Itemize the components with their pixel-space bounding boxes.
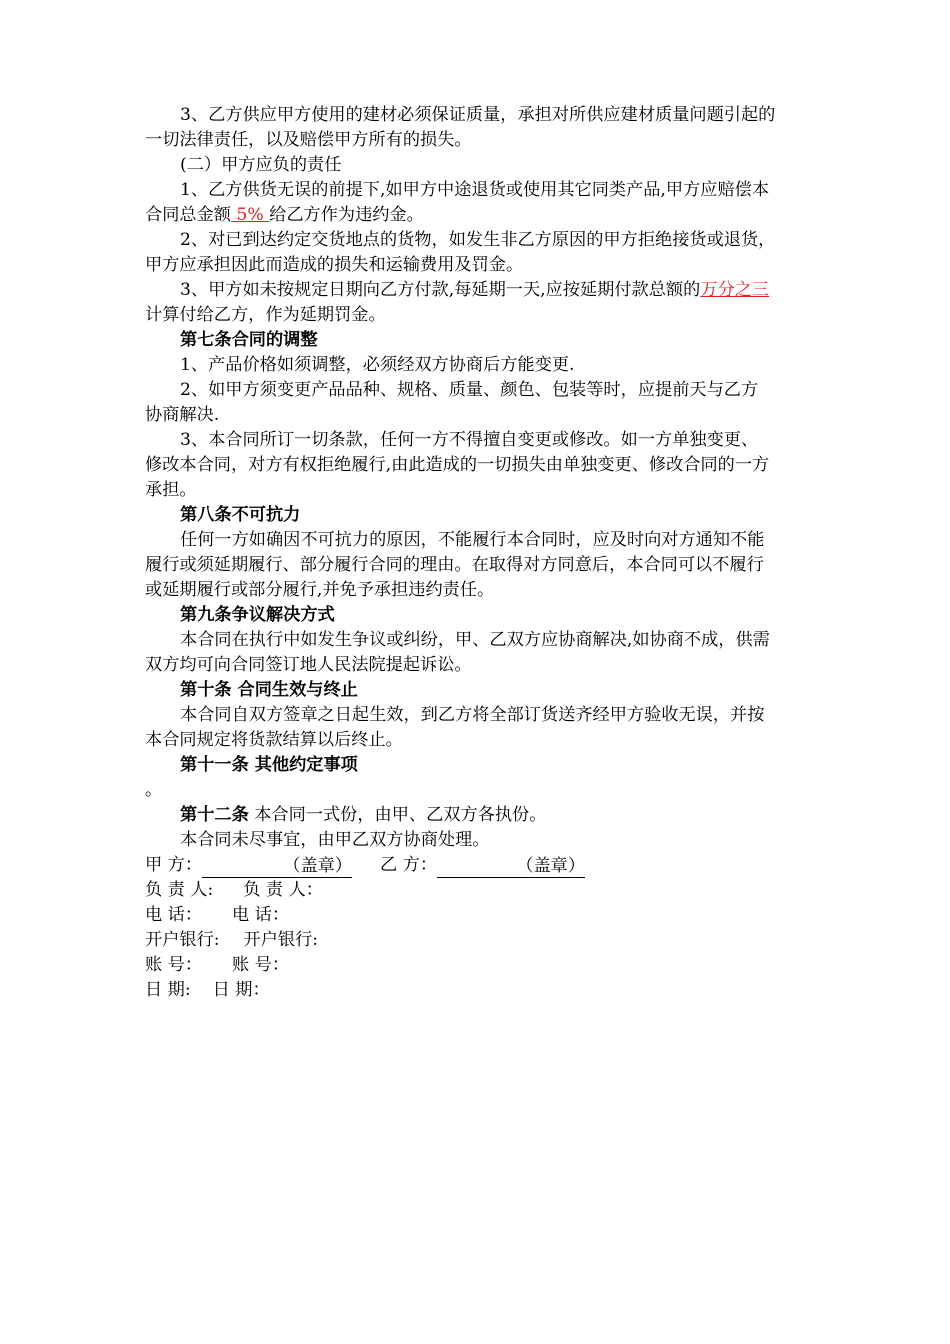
duty-3-pre: 3、甲方如未按规定日期向乙方付款,每延期一天,应按延期付款总额的 xyxy=(180,280,701,300)
signature-row-responsible xyxy=(145,878,840,903)
party-b-seal-field xyxy=(437,855,585,878)
contract-body xyxy=(145,103,840,1003)
section-party-a-duties-title: (二）甲方应负的责任 xyxy=(180,155,342,175)
party-a-label: 甲 方： xyxy=(145,855,203,875)
article-10-line1: 本合同自双方签章之日起生效，到乙方将全部订货送齐经甲方验收无误，并按 xyxy=(180,705,765,725)
party-a-bank-label: 开户银行: xyxy=(145,930,220,950)
duty-1-pre: 合同总金额 xyxy=(145,205,231,225)
article-11-title: 第十一条 其他约定事项 xyxy=(180,755,358,775)
duty-2-line1: 2、对已到达约定交货地点的货物，如发生非乙方原因的甲方拒绝接货或退货， xyxy=(180,230,776,250)
party-b-bank-label: 开户银行: xyxy=(243,930,319,950)
article-11-body: 。 xyxy=(145,780,163,800)
duty-1-line1: 1、乙方供货无误的前提下,如甲方中途退货或使用其它同类产品,甲方应赔偿本 xyxy=(180,180,770,200)
party-b-responsible-label: 负 责 人： xyxy=(243,880,323,900)
party-b-account-label: 账 号： xyxy=(232,955,290,975)
party-a-account-label: 账 号： xyxy=(145,955,203,975)
signature-row-bank xyxy=(145,928,840,953)
article-7-item-3-line1: 3、本合同所订一切条款，任何一方不得擅自变更或修改。如一方单独变更、 xyxy=(180,430,759,450)
penalty-percent: 5% xyxy=(230,205,270,225)
article-9-line2: 双方均可向合同签订地人民法院提起诉讼。 xyxy=(145,655,472,675)
duty-2-line2: 甲方应承担因此而造成的损失和运输费用及罚金。 xyxy=(145,255,524,275)
party-a-seal-label: （盖章） xyxy=(283,856,353,876)
duty-3-line2: 计算付给乙方，作为延期罚金。 xyxy=(145,305,386,325)
article-10-title: 第十条 合同生效与终止 xyxy=(180,680,358,700)
article-12-text: 本合同一式份，由甲、乙双方各执份。 xyxy=(248,805,547,825)
party-a-responsible-label: 负 责 人: xyxy=(145,880,214,900)
clause-b3-line2: 一切法律责任，以及赔偿甲方所有的损失。 xyxy=(145,130,472,150)
party-b-phone-label: 电 话： xyxy=(232,905,290,925)
signature-parties-row xyxy=(145,853,840,878)
party-b-date-label: 日 期： xyxy=(212,980,270,1000)
article-12 xyxy=(145,803,840,828)
party-a-seal-field xyxy=(202,855,352,878)
article-7-title: 第七条合同的调整 xyxy=(180,330,318,350)
article-7-item-3-line3: 承担。 xyxy=(145,480,197,500)
party-b-label: 乙 方： xyxy=(380,855,438,875)
party-b-seal-label: （盖章） xyxy=(516,856,586,876)
article-8-line1: 任何一方如确因不可抗力的原因，不能履行本合同时，应及时向对方通知不能 xyxy=(180,530,765,550)
party-a-date-label: 日 期: xyxy=(145,980,191,1000)
late-fee-rate: 万分之三 xyxy=(700,280,770,300)
clause-b3-line1: 3、乙方供应甲方使用的建材必须保证质量，承担对所供应建材质量问题引起的 xyxy=(180,105,776,125)
signature-row-account xyxy=(145,953,840,978)
signature-row-phone xyxy=(145,903,840,928)
party-a-phone-label: 电 话： xyxy=(145,905,203,925)
article-9-line1: 本合同在执行中如发生争议或纠纷，甲、乙双方应协商解决,如协商不成，供需 xyxy=(180,630,770,650)
duty-1-line2 xyxy=(145,203,840,228)
article-8-line3: 或延期履行或部分履行,并免予承担违约责任。 xyxy=(145,580,495,600)
article-10-line2: 本合同规定将货款结算以后终止。 xyxy=(145,730,403,750)
duty-1-post: 给乙方作为违约金。 xyxy=(269,205,424,225)
article-7-item-1: 1、产品价格如须调整，必须经双方协商后方能变更. xyxy=(180,355,575,375)
closing-clause: 本合同未尽事宜，由甲乙双方协商处理。 xyxy=(180,830,490,850)
article-7-item-3-line2: 修改本合同，对方有权拒绝履行,由此造成的一切损失由单独变更、修改合同的一方 xyxy=(145,455,770,475)
article-12-title: 第十二条 xyxy=(180,805,249,825)
duty-3-line1 xyxy=(145,278,840,303)
article-9-title: 第九条争议解决方式 xyxy=(180,605,335,625)
article-7-item-2-line2: 协商解决. xyxy=(145,405,220,425)
article-8-line2: 履行或须延期履行、部分履行合同的理由。在取得对方同意后，本合同可以不履行 xyxy=(145,555,764,575)
signature-block xyxy=(145,853,840,1003)
article-7-item-2-line1: 2、如甲方须变更产品品种、规格、质量、颜色、包装等时，应提前天与乙方 xyxy=(180,380,759,400)
signature-row-date xyxy=(145,978,840,1003)
article-8-title: 第八条不可抗力 xyxy=(180,505,301,525)
